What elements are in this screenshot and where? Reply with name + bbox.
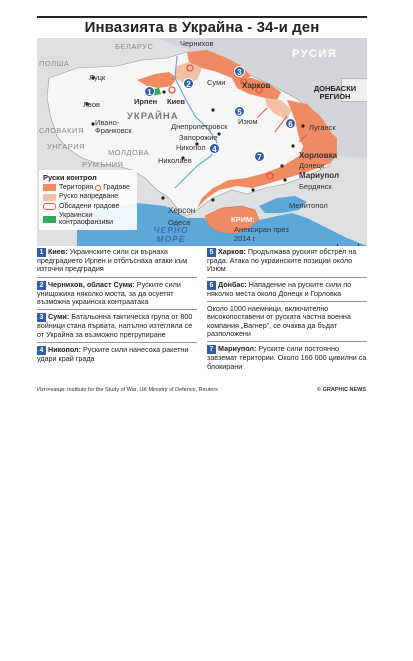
- scale-bar: [337, 244, 359, 246]
- city-kherson: Херсон: [168, 206, 196, 215]
- note-1-badge: 1: [37, 248, 46, 257]
- legend-advance-label: Руско напредване: [59, 193, 119, 201]
- note-3-text: Батальонна тактическа група от 800 войници стана първата, напълно изтеглила се от Украйна за възможно прегрупиране: [37, 312, 193, 339]
- map-legend: [39, 170, 137, 230]
- legend-counter-label: Украински контраофанзиви: [59, 212, 114, 227]
- note-1-title: Киев:: [48, 247, 68, 256]
- city-dnipro: Днепропетровск: [171, 122, 228, 131]
- city-luhansk: Луганск: [309, 123, 336, 132]
- city-donetsk: Донецк: [299, 161, 325, 170]
- note-7-badge: 7: [207, 345, 216, 354]
- note-2: [37, 281, 197, 307]
- territory-swatch: [43, 184, 56, 191]
- note-3: [37, 313, 197, 339]
- note-6-badge: 6: [207, 281, 216, 290]
- city-mariupol: Мариупол: [299, 171, 340, 180]
- marker-5: 5: [234, 106, 245, 117]
- crimea-label: КРИМ:: [231, 215, 255, 224]
- city-horlivka: Хорловка: [299, 151, 338, 160]
- city-circle-icon: [95, 185, 101, 191]
- city-mykolaiv: Николаев: [158, 156, 192, 165]
- country-romania: РУМЪНИЯ: [82, 160, 124, 169]
- marker-1: 1: [144, 86, 155, 97]
- marker-4: 4: [209, 143, 220, 154]
- legend-besieged-label: Обсадени градове: [59, 202, 120, 210]
- country-slovakia: СЛОВАКИЯ: [39, 126, 84, 135]
- city-ivano: Ивано-Франковск: [95, 118, 132, 135]
- legend-cities-label: Градове: [103, 184, 130, 191]
- note-7-title: Мариупол:: [218, 344, 257, 354]
- city-sumy: Суми: [207, 78, 226, 87]
- note-4: [37, 346, 197, 363]
- country-poland: ПОЛША: [39, 59, 70, 68]
- legend-header: Руски контрол: [43, 173, 97, 182]
- legend-besieged: [43, 203, 133, 210]
- city-melitopol: Мелитопол: [289, 201, 328, 210]
- city-lutsk: Луцк: [89, 73, 106, 82]
- country-ukraine: УКРАЙНА: [127, 111, 179, 122]
- marker-7: 7: [254, 151, 265, 162]
- note-separator: [37, 342, 197, 343]
- sources: Източници: Institute for the Study of War, UK Ministry of Defence, Reuters: [37, 387, 218, 393]
- city-nikopol: Никопол: [176, 143, 206, 152]
- legend-advance: [43, 193, 133, 200]
- counter-swatch: [43, 216, 56, 223]
- scale-bar-line: [337, 244, 359, 246]
- note-5-badge: 5: [207, 248, 216, 257]
- legend-territory: [43, 184, 133, 191]
- note-7-text: Руските сили постоянно завземат територии. Около 160 000 цивилни са блокирани: [207, 344, 367, 371]
- marker-3: 3: [234, 66, 245, 77]
- note-5: [207, 248, 367, 274]
- city-kharkiv: Харков: [242, 81, 271, 90]
- city-berdyansk: Бердянск: [299, 182, 332, 191]
- legend-counter: [43, 212, 133, 227]
- city-irpin: Ирпен: [134, 97, 158, 106]
- note-1-text: Украинските сили си върнаха предградието Ирпен и отблъснаха атаки към източни предградия: [37, 247, 188, 274]
- marker-2: 2: [183, 78, 194, 89]
- note-7: [207, 345, 367, 371]
- note-separator: [207, 301, 367, 302]
- note-5-title: Харков:: [218, 247, 246, 256]
- note-2-title: Чернихов, област Суми:: [48, 279, 135, 289]
- note-separator: [37, 277, 197, 278]
- city-kyiv: Киев: [167, 97, 185, 106]
- note-4-title: Никопол:: [48, 345, 82, 355]
- note-3-title: Суми:: [48, 312, 70, 322]
- country-hungary: УНГАРИЯ: [47, 142, 86, 151]
- note-3-badge: 3: [37, 313, 46, 322]
- note-4-text: Руските сили нанесоха ракетни удари край града: [37, 345, 189, 364]
- note-separator: [207, 341, 367, 342]
- crimea-note: Анексиран през 2014 г: [234, 225, 289, 243]
- note-6-title: Донбас:: [218, 279, 247, 289]
- country-belarus: БЕЛАРУС: [115, 42, 154, 51]
- country-russia: РУСИЯ: [292, 48, 338, 60]
- besieged-swatch: [43, 203, 56, 210]
- city-zaporozhye: Запорожие: [179, 133, 218, 142]
- marker-6: 6: [285, 118, 296, 129]
- sea-label: ЧЕРНО МОРЕ: [153, 225, 189, 245]
- note-separator: [37, 309, 197, 310]
- note-6-extra: Около 1000 наемници, включително високопоставени от руската частна военна компания „Вагнер", се очаква да бъдат разположени: [207, 304, 351, 339]
- note-2-text: Руските сили унищожиха няколко моста, за да осуетят възможна украинска контраатака: [37, 279, 181, 307]
- legend-territory-label: Територия: [59, 184, 94, 191]
- note-separator: [207, 277, 367, 278]
- page-title: Инвазията в Украйна - 34-и ден: [84, 19, 320, 36]
- note-5-text: Продължава руският обстрел на града. Атака по украинските позиции около Изюм: [207, 247, 357, 274]
- notes-left-column: [37, 248, 197, 366]
- donbas-label: ДОНБАСКИ РЕГИОН: [313, 84, 357, 102]
- city-odesa: Одеса: [168, 218, 191, 227]
- credit: © GRAPHIC NEWS: [317, 387, 366, 393]
- note-6: [207, 281, 367, 298]
- note-6-text: Нападение на руските сили по няколко места около Донецк и Горловка: [207, 279, 352, 298]
- note-4-badge: 4: [37, 346, 46, 355]
- title-rule: [37, 16, 367, 18]
- note-2-badge: 2: [37, 281, 46, 290]
- note-1: [37, 248, 197, 274]
- city-chernihiv: Чернихов: [180, 39, 214, 48]
- country-moldova: МОЛДОВА: [108, 148, 150, 157]
- city-lviv: Лвов: [83, 100, 100, 109]
- city-izyum: Изюм: [238, 117, 258, 126]
- advance-swatch: [43, 194, 56, 201]
- notes-right-column: [207, 248, 367, 374]
